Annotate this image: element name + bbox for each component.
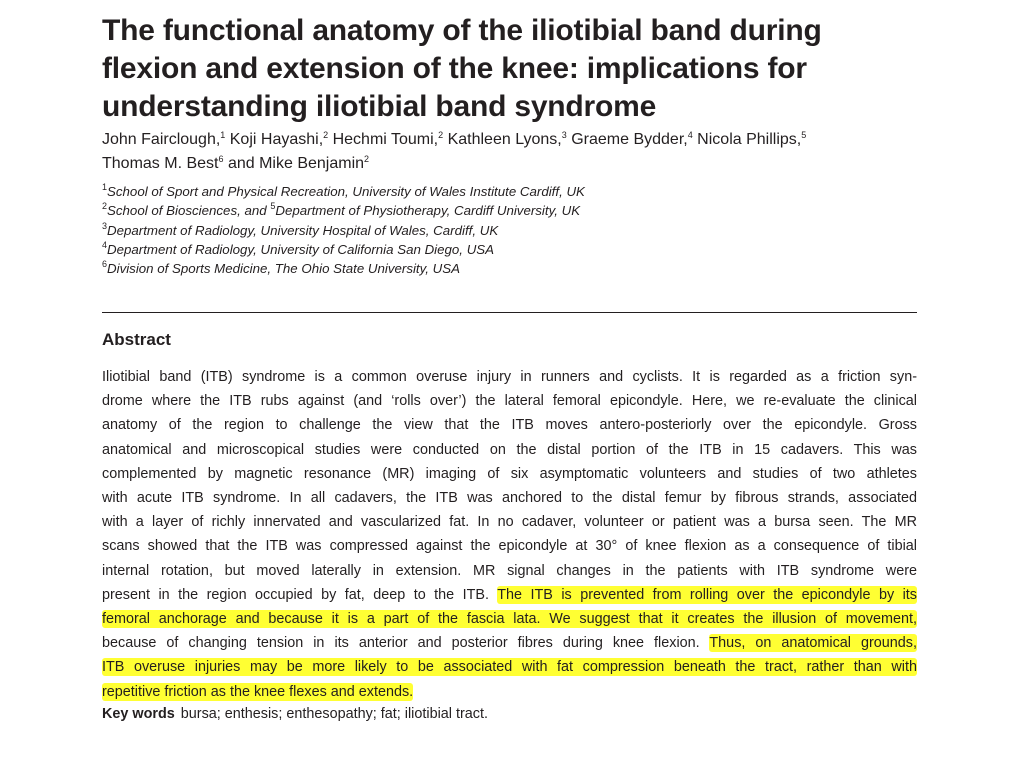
abstract-line: anatomical and microscopical studies were conducted on the distal portion of the ITB in 15 cadavers. This was	[102, 441, 917, 458]
author: and Mike Benjamin$^2$	[223, 154, 370, 172]
abstract-line: present in the region occupied by fat, deep to the ITB. The ITB is prevented from rolling over the epicondyle by its	[102, 586, 917, 603]
abstract-line: with a layer of richly innervated and vascularized fat. In no cadaver, volunteer or patient was a bursa seen. The MR	[102, 514, 917, 531]
author: John Fairclough,$^1$	[102, 130, 226, 148]
highlighted-text: ITB overuse injuries may be more likely to be associated with fat compression beneath the tract, rather than with	[102, 659, 917, 676]
affiliation-list	[102, 182, 932, 278]
abstract-line	[102, 607, 917, 631]
author-list	[102, 128, 932, 176]
keywords	[102, 703, 917, 725]
affiliation: $^2$School of Biosciences, and $^5$Department of Physiotherapy, Cardiff University, UK	[102, 201, 581, 219]
abstract-heading: Abstract	[102, 330, 171, 349]
highlighted-text: femoral anchorage and because it is a part of the fascia lata. We suggest that it creates the illusion of movement,	[102, 611, 917, 628]
highlighted-text: repetitive friction as the knee flexes and extends.	[102, 683, 414, 700]
author-line-2	[102, 152, 932, 176]
author: Nicola Phillips,$^5$	[692, 130, 807, 148]
abstract-line: scans showed that the ITB was compressed against the epicondyle at 30° of knee flexion as a consequence of tibial	[102, 538, 917, 555]
author-line-1	[102, 128, 932, 152]
affiliation: $^3$Department of Radiology, University Hospital of Wales, Cardiff, UK	[102, 220, 499, 238]
paper-title: The functional anatomy of the iliotibial band during flexion and extension of the knee: implications for understanding iliotibial band syndrome	[102, 14, 822, 123]
affiliation: $^6$Division of Sports Medicine, The Ohio State University, USA	[102, 259, 461, 277]
author: Graeme Bydder,$^4$	[566, 130, 693, 148]
highlighted-text: The ITB is prevented from rolling over the epicondyle by its	[497, 586, 917, 603]
author: Hechmi Toumi,$^2$	[328, 130, 444, 148]
keywords-text: bursa; enthesis; enthesopathy; fat; iliotibial tract.	[180, 706, 488, 722]
keywords-label: Key words	[102, 706, 175, 722]
abstract-line	[102, 655, 917, 679]
abstract-line: Iliotibial band (ITB) syndrome is a common overuse injury in runners and cyclists. It is regarded as a friction syn-	[102, 369, 917, 385]
section-divider	[102, 312, 917, 313]
abstract-line: drome where the ITB rubs against (and ‘rolls over’) the lateral femoral epicondyle. Here, we re-evaluate the clinical	[102, 393, 917, 410]
author: Thomas M. Best$^6$	[102, 154, 224, 172]
abstract-line: internal rotation, but moved laterally in extension. MR signal changes in the patients with ITB syndrome were	[102, 562, 917, 579]
abstract-line: complemented by magnetic resonance (MR) imaging of six asymptomatic volunteers and studies of two athletes	[102, 465, 917, 482]
affiliation: $^1$School of Sport and Physical Recreation, University of Wales Institute Cardiff, UK	[102, 182, 585, 199]
abstract-line: anatomy of the region to challenge the view that the ITB moves antero-posteriorly over the epicondyle. Gross	[102, 417, 917, 434]
highlighted-text: Thus, on anatomical grounds,	[709, 635, 917, 652]
abstract-line	[102, 680, 917, 704]
abstract-line: because of changing tension in its anterior and posterior fibres during knee flexion. Thus, on anatomical grounds,	[102, 635, 917, 652]
abstract-line: with acute ITB syndrome. In all cadavers, the ITB was anchored to the distal femur by fibrous strands, associated	[102, 490, 917, 507]
author: Koji Hayashi,$^2$	[225, 130, 329, 148]
author: Kathleen Lyons,$^3$	[443, 130, 567, 148]
affiliation: $^4$Department of Radiology, University of California San Diego, USA	[102, 239, 495, 257]
abstract-body	[102, 365, 917, 704]
